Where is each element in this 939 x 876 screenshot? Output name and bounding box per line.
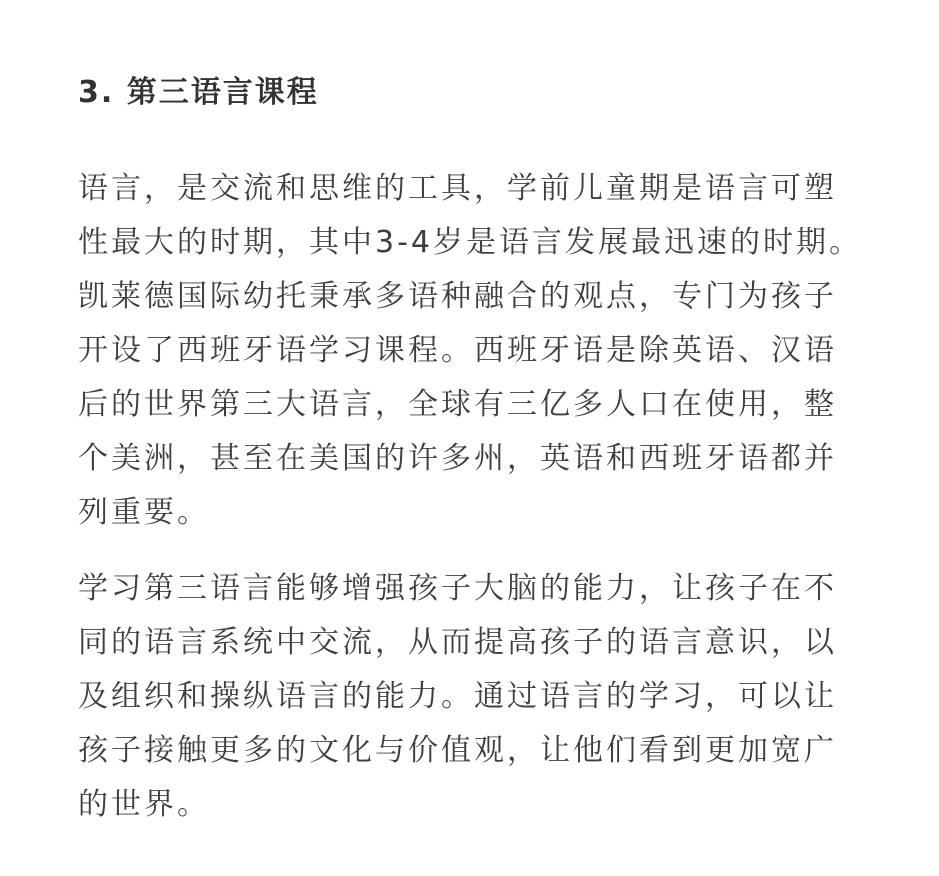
paragraph-line: 语言，是交流和思维的工具，学前儿童期是语言可塑 (78, 171, 837, 206)
paragraph-line: 同的语言系统中交流，从而提高孩子的语言意识，以 (78, 625, 837, 660)
paragraph-line: 个美洲，甚至在美国的许多州，英语和西班牙语都并 (78, 441, 837, 476)
paragraph-line: 及组织和操纵语言的能力。通过语言的学习，可以让 (78, 679, 837, 714)
paragraph-line: 性最大的时期，其中3-4岁是语言发展最迅速的时期。 (78, 225, 862, 260)
paragraph-third-language-benefits (78, 562, 869, 832)
paragraph-line: 学习第三语言能够增强孩子大脑的能力，让孩子在不 (78, 571, 837, 606)
paragraph-line: 凯莱德国际幼托秉承多语种融合的观点，专门为孩子 (78, 279, 837, 314)
paragraph-line: 后的世界第三大语言，全球有三亿多人口在使用，整 (78, 387, 837, 422)
paragraph-line: 列重要。 (78, 495, 210, 530)
paragraph-spanish-course (78, 162, 869, 540)
paragraph-line: 的世界。 (78, 787, 210, 822)
paragraph-line: 开设了西班牙语学习课程。西班牙语是除英语、汉语 (78, 333, 837, 368)
section-heading: 3. 第三语言课程 (78, 75, 319, 110)
paragraph-line: 孩子接触更多的文化与价值观，让他们看到更加宽广 (78, 733, 837, 768)
